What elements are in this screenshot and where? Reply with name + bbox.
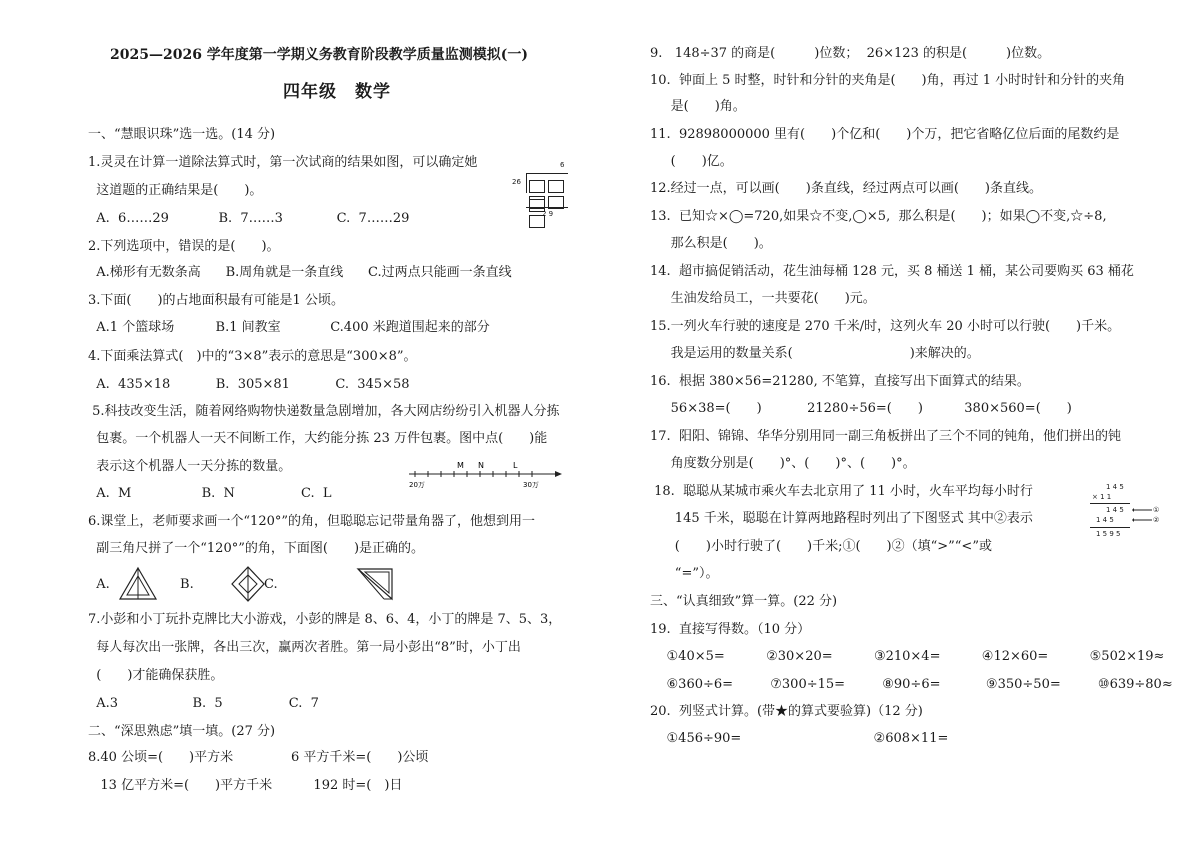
right-question-line: 14. 超市搞促销活动，花生油每桶 128 元，买 8 桶送 1 桶，某公司要购买 63 桶花	[650, 264, 1134, 279]
left-question-line: 4.下面乘法算式( )中的“3×8”表示的意思是“300×8”。	[88, 349, 417, 364]
right-question-line: 19. 直接写得数。（10 分）	[650, 622, 811, 637]
vertical-multiplication-figure	[1082, 483, 1162, 543]
numberline-right-label: 30万	[523, 481, 539, 489]
right-question-line: 18. 聪聪从某城市乘火车去北京用了 11 小时，火车平均每小时行	[650, 484, 1033, 499]
triangle-ruler-b-icon	[230, 565, 266, 603]
mult-row-4: 1 4 5	[1096, 516, 1114, 524]
right-question-line: 是( )角。	[650, 99, 746, 114]
exam-subtitle: 四年级 数学	[283, 82, 391, 102]
mult-row-5: 1 5 9 5	[1096, 530, 1121, 538]
right-question-line: 9. 148÷37 的商是( )位数； 26×123 的积是( )位数。	[650, 46, 1051, 61]
left-question-line: 每人每次出一张牌，各出三次，赢两次者胜。第一局小彭出“8”时，小丁出	[88, 640, 521, 655]
triangle-ruler-a-icon	[118, 566, 158, 602]
left-question-line: 3.下面( )的占地面积最有可能是1 公顷。	[88, 293, 344, 308]
triangle-ruler-c-icon	[356, 565, 394, 601]
right-question-line: 16. 根据 380×56=21280, 不笔算，直接写出下面算式的结果。	[650, 374, 1030, 389]
left-question-line: 7.小彭和小丁玩扑克牌比大小游戏，小彭的牌是 8、6、4，小丁的牌是 7、5、3，	[88, 612, 562, 627]
point-n-label: N	[478, 461, 484, 470]
left-question-line: 一、“慧眼识珠”选一选。(14 分)	[88, 127, 276, 142]
circle-two-label: ②	[1153, 516, 1160, 524]
left-question-line: 副三角尺拼了一个“120°”的角，下面图( )是正确的。	[88, 541, 425, 556]
left-question-line: 表示这个机器人一天分拣的数量。	[88, 459, 292, 474]
point-m-label: M	[457, 461, 464, 470]
left-question-line: A. 435×18 B. 305×81 C. 345×58	[88, 377, 410, 392]
left-question-line: 二、“深思熟虑”填一填。(27 分)	[88, 724, 276, 739]
division-remainder: 2 9	[542, 210, 554, 218]
number-line-figure	[405, 458, 565, 490]
division-figure	[512, 161, 572, 221]
left-question-line: A. B. C.	[88, 577, 278, 592]
left-question-line: 13 亿平方米=( )平方千米 192 时=( )日	[88, 778, 403, 793]
right-question-line: 17. 阳阳、锦锦、华华分别用同一副三角板拼出了三个不同的钝角，他们拼出的钝	[650, 429, 1121, 444]
right-question-line: ( )小时行驶了( )千米;①( )②（填“>”“<”或	[650, 539, 992, 554]
left-question-line: 包裹。一个机器人一天不间断工作，大约能分拣 23 万件包裹。图中点( )能	[88, 431, 548, 446]
numberline-left-label: 20万	[409, 481, 425, 489]
left-question-line: ( )才能确保获胜。	[88, 668, 224, 683]
right-question-line: 角度数分别是( )°、( )°、( )°。	[650, 456, 916, 471]
mult-row-1: 1 4 5	[1106, 483, 1124, 491]
right-question-line: ( )亿。	[650, 154, 733, 169]
right-question-line: “=”）。	[650, 566, 719, 581]
right-question-line: ①456÷90= ②608×11=	[650, 731, 949, 746]
right-question-line: 我是运用的数量关系( )来解决的。	[650, 346, 980, 361]
right-question-line: 13. 已知☆×◯=720,如果☆不变,◯×5, 那么积是( )；如果◯不变,☆÷8,	[650, 209, 1107, 224]
left-question-line: A. 6……29 B. 7……3 C. 7……29	[88, 211, 410, 226]
division-divisor: 26	[512, 178, 521, 186]
mult-row-2: × 1 1	[1092, 493, 1112, 501]
right-question-line: 20. 列竖式计算。(带★的算式要验算)（12 分)	[650, 704, 923, 719]
left-question-line: 2.下列选项中，错误的是( )。	[88, 239, 280, 254]
right-question-line: 三、“认真细致”算一算。(22 分)	[650, 594, 838, 609]
right-question-line: 15.一列火车行驶的速度是 270 千米/时，这列火车 20 小时可以行驶( )千米。	[650, 319, 1121, 334]
circle-one-label: ①	[1153, 506, 1160, 514]
right-question-line: 生油发给员工，一共要花( )元。	[650, 291, 876, 306]
left-question-line: 这道题的正确结果是( )。	[88, 183, 263, 198]
division-quotient: 6	[560, 161, 565, 169]
right-question-line: 12.经过一点，可以画( )条直线，经过两点可以画( )条直线。	[650, 181, 1042, 196]
left-question-line: A.梯形有无数条高 B.周角就是一条直线 C.过两点只能画一条直线	[88, 265, 512, 280]
left-question-line: A.1 个篮球场 B.1 间教室 C.400 米跑道围起来的部分	[88, 320, 490, 335]
mult-row-3: 1 4 5	[1106, 506, 1124, 514]
left-question-line: A.3 B. 5 C. 7	[88, 696, 319, 711]
left-question-line: 6.课堂上，老师要求画一个“120°”的角，但聪聪忘记带量角器了，他想到用一	[88, 514, 536, 529]
right-question-line: 10. 钟面上 5 时整，时针和分针的夹角是( )角，再过 1 小时时针和分针的夹角	[650, 73, 1126, 88]
right-question-line: 145 千米，聪聪在计算两地路程时列出了下图竖式 其中②表示	[650, 511, 1033, 526]
right-question-line: 56×38=( ) 21280÷56=( ) 380×560=( )	[650, 401, 1072, 416]
left-question-line: 5.科技改变生活，随着网络购物快递数量急剧增加，各大网店纷纷引入机器人分拣	[88, 404, 560, 419]
right-question-line: 11. 92898000000 里有( )个亿和( )个万，把它省略亿位后面的尾数约是	[650, 127, 1120, 142]
exam-title: 2025—2026 学年度第一学期义务教育阶段教学质量监测模拟(一)	[110, 47, 529, 63]
right-question-line: ⑥360÷6= ⑦300÷15= ⑧90÷6= ⑨350÷50= ⑩639÷80≈	[650, 677, 1173, 692]
left-question-line: 8.40 公顷=( )平方米 6 平方千米=( )公顷	[88, 750, 429, 765]
right-question-line: 那么积是( )。	[650, 236, 772, 251]
point-l-label: L	[513, 461, 518, 470]
right-question-line: ①40×5= ②30×20= ③210×4= ④12×60= ⑤502×19≈	[650, 649, 1165, 664]
left-question-line: 1.灵灵在计算一道除法算式时，第一次试商的结果如图，可以确定她	[88, 155, 478, 170]
left-question-line: A. M B. N C. L	[88, 486, 332, 501]
